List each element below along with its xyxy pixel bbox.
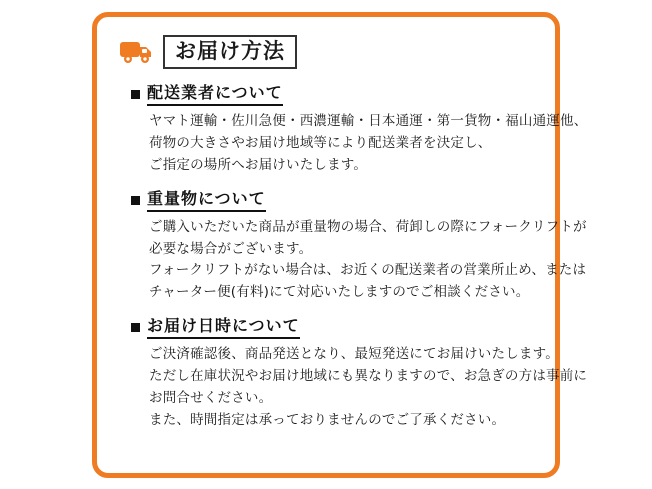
section-heading-row xyxy=(131,83,535,106)
section-body xyxy=(149,344,588,431)
body-line: また、時間指定は承っておりませんのでご了承ください。 xyxy=(149,411,506,428)
body-line: ご決済確認後、商品発送となり、最短発送にてお届けいたします。 xyxy=(149,346,559,363)
section-heavy-items xyxy=(119,188,587,304)
section-heading: 重量物について xyxy=(147,189,266,212)
section-body xyxy=(149,111,588,177)
square-bullet-icon xyxy=(131,196,140,205)
body-line: ただし在庫状況やお届け地域にも異なりますので、お急ぎの方は事前に xyxy=(149,368,588,385)
square-bullet-icon xyxy=(131,323,140,332)
section-delivery-datetime xyxy=(119,316,588,431)
delivery-truck-icon xyxy=(119,38,153,66)
body-line: ご購入いただいた商品が重量物の場合、荷卸しの際にフォークリフトが xyxy=(149,218,587,235)
square-bullet-icon xyxy=(131,90,140,99)
body-line: ヤマト運輸・佐川急便・西濃運輸・日本通運・第一貨物・福山通運他、 xyxy=(149,113,588,130)
body-line: ご指定の場所へお届けいたします。 xyxy=(149,156,368,173)
card-header xyxy=(119,35,535,69)
section-carriers xyxy=(119,83,588,177)
body-line: 必要な場合がございます。 xyxy=(149,240,313,257)
section-heading-row xyxy=(131,189,535,212)
section-body xyxy=(149,217,587,304)
card-title-box xyxy=(163,35,297,69)
body-line: チャーター便(有料)にて対応いたしますのでご相談ください。 xyxy=(149,284,530,301)
body-line: お問合せください。 xyxy=(149,389,273,406)
delivery-info-card xyxy=(92,12,588,478)
section-heading-row xyxy=(131,316,535,339)
section-heading: お届け日時について xyxy=(147,316,300,339)
body-line: 荷物の大きさやお届け地域等により配送業者を決定し、 xyxy=(149,135,492,151)
card-title: お届け方法 xyxy=(175,39,285,63)
section-heading: 配送業者について xyxy=(147,83,283,106)
body-line: フォークリフトがない場合は、お近くの配送業者の営業所止め、または xyxy=(149,262,587,279)
